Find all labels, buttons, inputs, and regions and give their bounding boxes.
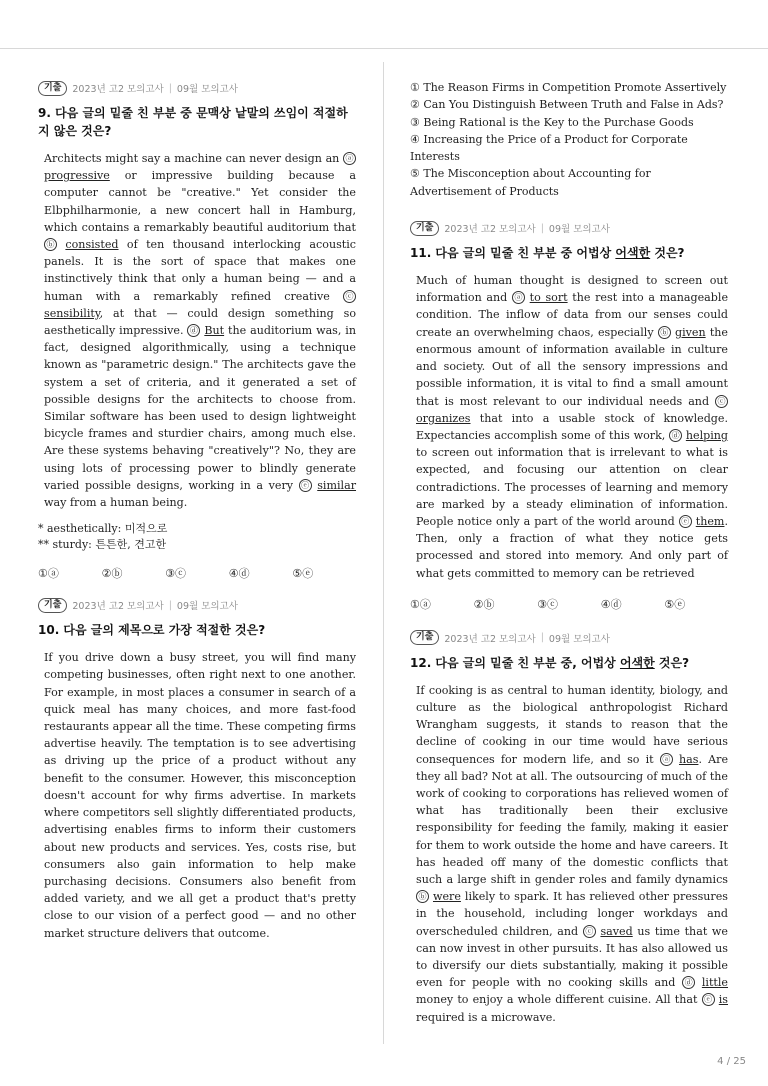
q11-underline-b: given	[675, 325, 706, 339]
q12-underline-a: has	[678, 752, 699, 766]
q12-title: 12. 다음 글의 밑줄 친 부분 중, 어법상 어색한 것은?	[410, 655, 690, 670]
q11-header: 기출 2023년 고2 모의고사 | 09월 모의고사	[410, 220, 728, 236]
q10-badge: 기출	[38, 598, 67, 613]
page-number: 4 / 25	[717, 1056, 746, 1067]
q11-choices	[410, 596, 728, 612]
mark-d: ⓓ	[682, 976, 695, 989]
mark-c: ⓒ	[583, 925, 596, 938]
q10-exam-year: 2023년 고2 모의고사	[72, 601, 164, 613]
mark-a: ⓐ	[343, 152, 356, 165]
q9-underline-d: But	[204, 324, 225, 338]
q9-choice-2[interactable]: ②ⓑ	[101, 567, 123, 581]
q9-note-1: * aesthetically: 미적으로	[38, 522, 168, 536]
q11-underline-e: them	[695, 514, 725, 528]
q11-choice-3[interactable]: ③ⓒ	[537, 597, 559, 611]
q10-option-4[interactable]: ④ Increasing the Price of a Product for Corporate Interests	[410, 132, 688, 164]
q10-title: 10. 다음 글의 제목으로 가장 적절한 것은?	[38, 623, 266, 638]
q9-passage: Architects might say a machine can never design an ⓐ progressive or impressive building because a computer cannot be "creative." Yet consider the Elbphilharmonie, a new concert hall in Hamburg, which contains a remarkably beautiful auditorium that ⓑ consisted of ten thousand interlocking acoustic panels. It is the sort of space that makes one instinctively think that only a human being — and a human with a remarkably refined creative ⓒ sensibility, at that — could design something so aesthetically impressive. ⓓ But the auditorium was, in fact, designed algorithmically, using a technique known as "parametric design." The architects gave the system a set of criteria, and it generated a set of possible designs for the architects to choose from. Similar software has been used to design lightweight bicycle frames and sturdier chairs, among much else. Are these systems behaving "creatively"? No, they are using lots of processing power to blindly generate varied possible designs, working in a very ⓔ similar way from a human being.	[44, 152, 357, 510]
q11-badge: 기출	[410, 221, 439, 236]
q9-choice-1[interactable]: ①ⓐ	[38, 567, 59, 581]
left-column	[38, 80, 356, 942]
q9-underline-e: similar	[317, 478, 357, 492]
right-column	[410, 79, 728, 1026]
mark-e: ⓔ	[679, 515, 692, 528]
q10-header: 기출 2023년 고2 모의고사 | 09월 모의고사	[38, 597, 356, 613]
q12-header: 기출 2023년 고2 모의고사 | 09월 모의고사	[410, 630, 728, 646]
mark-b: ⓑ	[44, 238, 57, 251]
q11-title: 11. 다음 글의 밑줄 친 부분 중 어법상 어색한 것은?	[410, 246, 685, 261]
q10-options	[410, 79, 728, 200]
q12-underline-e: is	[718, 993, 728, 1007]
q11-underline-c: organizes	[416, 411, 471, 425]
q11-choice-5[interactable]: ⑤ⓔ	[664, 597, 686, 611]
mark-b: ⓑ	[416, 890, 429, 903]
q9-exam-year: 2023년 고2 모의고사	[72, 84, 164, 95]
mark-b: ⓑ	[658, 326, 671, 339]
q12-exam-month: 09월 모의고사	[548, 633, 610, 645]
q10-passage: If you drive down a busy street, you will find many competing businesses, often right next to one another. For example, in most places a consumer in search of a quick meal has many choices, and more fast-food restaurants appear all the time. These competing firms advertise heavily. The temptation is to see advertising as driving up the price of a product without any benefit to the consumer. However, this misconception doesn't account for why firms advertise. In markets where competitors sell slightly differentiated products, advertising enables firms to inform their customers about new products and services. Yes, costs rise, but consumers also gain information to help make purchasing decisions. Consumers also benefit from added variety, and we all get a product that's pretty close to our vision of a perfect good — and no other market structure delivers that outcome.	[44, 651, 356, 940]
mark-c: ⓒ	[715, 395, 728, 408]
q9-title: 9. 다음 글의 밑줄 친 부분 중 문맥상 낱말의 쓰임이 적절하지 않은 것은?	[38, 106, 348, 138]
mark-e: ⓔ	[702, 993, 715, 1006]
q10-option-5[interactable]: ⑤ The Misconception about Accounting for Advertisement of Products	[410, 167, 651, 198]
q9-choices	[38, 565, 356, 581]
q9-choice-5[interactable]: ⑤ⓔ	[292, 567, 314, 581]
mark-d: ⓓ	[187, 324, 200, 337]
mark-e: ⓔ	[299, 479, 312, 492]
q9-underline-c: sensibility	[44, 306, 100, 320]
q9-underline-a: progressive	[44, 169, 110, 183]
mark-a: ⓐ	[512, 291, 525, 304]
q11-underline-a: to sort	[529, 291, 568, 305]
q11-choice-1[interactable]: ①ⓐ	[410, 597, 431, 611]
mark-d: ⓓ	[669, 429, 682, 442]
q11-choice-2[interactable]: ②ⓑ	[473, 597, 495, 611]
q12-passage: If cooking is as central to human identity, biology, and culture as the biological anthropologist Richard Wrangham suggests, it stands to reason that the decline of cooking in our time would have serious consequences for modern life, and so it ⓐ has. Are they all bad? Not at all. The outsourcing of much of the work of cooking to corporations has relieved women of what has traditionally been their exclusive responsibility for feeding the family, making it easier for them to work outside the home and have careers. It has headed off many of the domestic conflicts that such a large shift in gender roles and family dynamics ⓑ were likely to spark. It has relieved other pressures in the household, including longer workdays and overscheduled children, and ⓒ saved us time that we can now invest in other pursuits. It has also allowed us to diversify our diets substantially, making it possible even for people with no cooking skills and ⓓ little money to enjoy a whole different cuisine. All that ⓔ is required is a microwave.	[416, 683, 729, 1024]
q11-underline-d: helping	[685, 428, 729, 442]
q12-underline-c: saved	[600, 924, 633, 938]
q9-underline-b: consisted	[65, 238, 119, 252]
q9-choice-3[interactable]: ③ⓒ	[165, 567, 187, 581]
q10-option-1[interactable]: ① The Reason Firms in Competition Promote Assertively	[410, 81, 727, 94]
q12-underline-b: were	[432, 890, 461, 904]
mark-a: ⓐ	[660, 753, 673, 766]
q9-badge: 기출	[38, 81, 67, 96]
q10-exam-month: 09월 모의고사	[176, 601, 238, 613]
q9-notes	[38, 521, 356, 553]
q12-underline-d: little	[701, 976, 729, 990]
q10-option-3[interactable]: ③ Being Rational is the Key to the Purchase Goods	[410, 115, 694, 129]
q11-choice-4[interactable]: ④ⓓ	[600, 597, 622, 611]
q9-note-2: ** sturdy: 튼튼한, 견고한	[38, 538, 167, 552]
q11-exam-month: 09월 모의고사	[548, 224, 610, 236]
mark-c: ⓒ	[343, 290, 356, 303]
q9-choice-4[interactable]: ④ⓓ	[228, 567, 250, 581]
q11-exam-year: 2023년 고2 모의고사	[444, 224, 536, 236]
q11-passage: Much of human thought is designed to screen out information and ⓐ to sort the rest into a manageable condition. The inflow of data from our senses could create an overwhelming chaos, especially ⓑ given the enormous amount of information available in culture and society. Out of all the sensory impressions and possible information, it is vital to find a small amount that is most relevant to our individual needs and ⓒ organizes that into a usable stock of knowledge. Expectancies accomplish some of this work, ⓓ helping to screen out information that is irrelevant to what is expected, and focusing our attention on clear contradictions. The processes of learning and memory are marked by a steady elimination of information. People notice only a part of the world around ⓔ them. Then, only a fraction of what they notice gets processed and stored into memory. And only part of what gets committed to memory can be retrieved	[416, 274, 729, 580]
q9-exam-month: 09월 모의고사	[176, 84, 238, 95]
q9-header: 기출 2023년 고2 모의고사 | 09월 모의고사	[38, 80, 356, 96]
q12-exam-year: 2023년 고2 모의고사	[444, 633, 536, 645]
q12-badge: 기출	[410, 630, 439, 645]
column-divider	[383, 62, 384, 1044]
q10-option-2[interactable]: ② Can You Distinguish Between Truth and False in Ads?	[410, 98, 724, 112]
header-divider	[0, 48, 768, 49]
